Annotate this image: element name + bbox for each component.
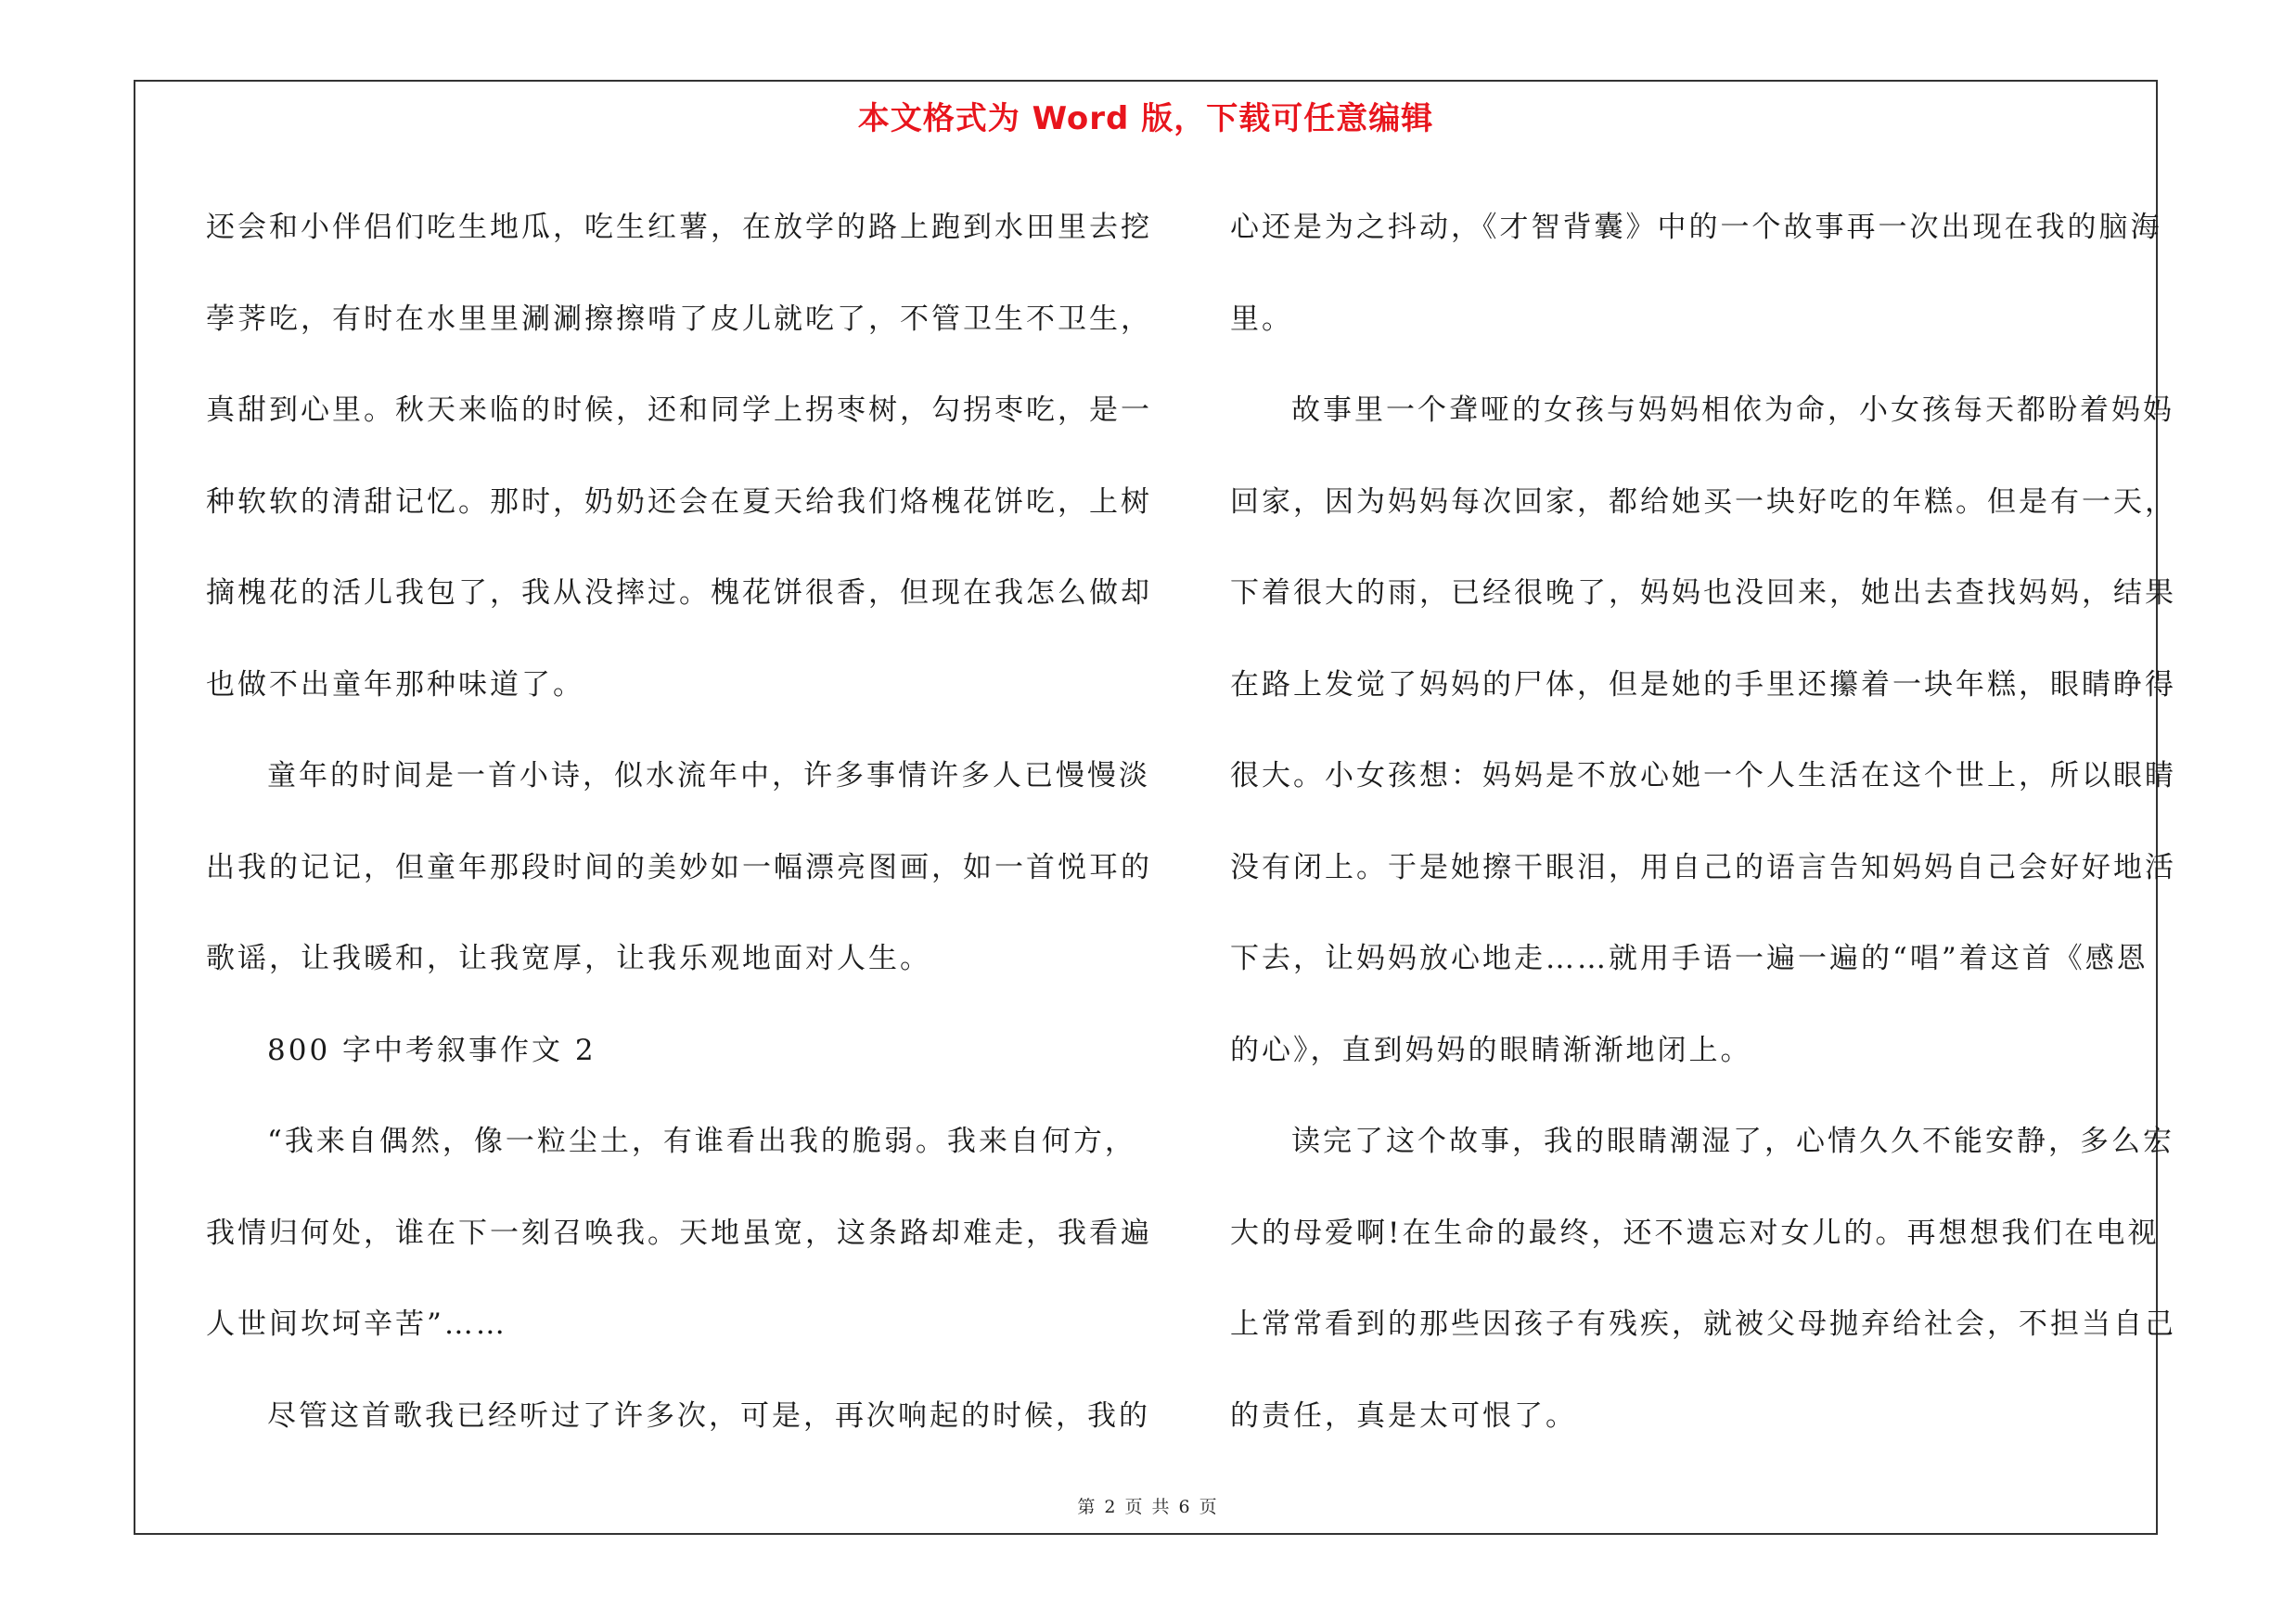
text-line: 下着很大的雨，已经很晚了，妈妈也没回来，她出去查找妈妈，结果 <box>1230 576 2176 610</box>
text-line: 的责任，真是太可恨了。 <box>1230 1398 1577 1433</box>
text-line: 上常常看到的那些因孩子有残疾，就被父母抛弃给社会，不担当自己 <box>1230 1307 2176 1341</box>
text-line: 很大。小女孩想：妈妈是不放心她一个人生活在这个世上，所以眼睛 <box>1230 759 2176 792</box>
header-banner: 本文格式为 Word 版，下载可任意编辑 <box>857 100 1434 137</box>
text-line: 童年的时间是一首小诗，似水流年中，许多事情许多人已慢慢淡 <box>267 759 1150 792</box>
text-line: 下去，让妈妈放心地走……就用手语一遍一遍的“唱”着这首《感恩 <box>1230 942 2148 975</box>
text-line: 人世间坎坷辛苦”…… <box>206 1307 507 1341</box>
text-line: 还会和小伴侣们吃生地瓜，吃生红薯，在放学的路上跑到水田里去挖 <box>206 211 1152 244</box>
text-line: 里。 <box>1230 302 1293 336</box>
text-line: 大的母爱啊!在生命的最终，还不遗忘对女儿的。再想想我们在电视 <box>1230 1216 2160 1250</box>
text-line: 也做不出童年那种味道了。 <box>206 667 584 702</box>
text-line: 真甜到心里。秋天来临的时候，还和同学上拐枣树，勾拐枣吃，是一 <box>206 393 1152 427</box>
text-line: 在路上发觉了妈妈的尸体，但是她的手里还攥着一块年糕，眼睛睁得 <box>1230 667 2176 702</box>
text-line: 的心》，直到妈妈的眼睛渐渐地闭上。 <box>1230 1033 1752 1067</box>
text-line: 荸荠吃，有时在水里里涮涮擦擦啃了皮儿就吃了，不管卫生不卫生， <box>206 302 1152 336</box>
text-line: 尽管这首歌我已经听过了许多次，可是，再次响起的时候，我的 <box>267 1398 1150 1433</box>
text-line: 故事里一个聋哑的女孩与妈妈相依为命，小女孩每天都盼着妈妈 <box>1291 393 2174 427</box>
text-line: 心还是为之抖动，《才智背囊》中的一个故事再一次出现在我的脑海 <box>1230 211 2162 244</box>
text-line: 回家，因为妈妈每次回家，都给她买一块好吃的年糕。但是有一天， <box>1230 484 2176 519</box>
text-line: 歌谣，让我暖和，让我宽厚，让我乐观地面对人生。 <box>206 942 931 975</box>
right-column <box>1230 182 2176 1462</box>
text-line: 出我的记记，但童年那段时间的美妙如一幅漂亮图画，如一首悦耳的 <box>206 850 1152 884</box>
text-line: 800 字中考叙事作文 2 <box>267 1033 596 1067</box>
text-line: “我来自偶然，像一粒尘土，有谁看出我的脆弱。我来自何方， <box>267 1125 1136 1158</box>
page-number: 第 2 页 共 6 页 <box>1077 1497 1219 1517</box>
text-line: 读完了这个故事，我的眼睛潮湿了，心情久久不能安静，多么宏 <box>1291 1125 2174 1158</box>
text-line: 我情归何处，谁在下一刻召唤我。天地虽宽，这条路却难走，我看遍 <box>206 1216 1152 1250</box>
left-column <box>206 182 1152 1462</box>
text-line: 种软软的清甜记忆。那时，奶奶还会在夏天给我们烙槐花饼吃，上树 <box>206 484 1152 519</box>
text-line: 没有闭上。于是她擦干眼泪，用自己的语言告知妈妈自己会好好地活 <box>1230 850 2176 884</box>
text-line: 摘槐花的活儿我包了，我从没摔过。槐花饼很香，但现在我怎么做却 <box>206 576 1152 610</box>
